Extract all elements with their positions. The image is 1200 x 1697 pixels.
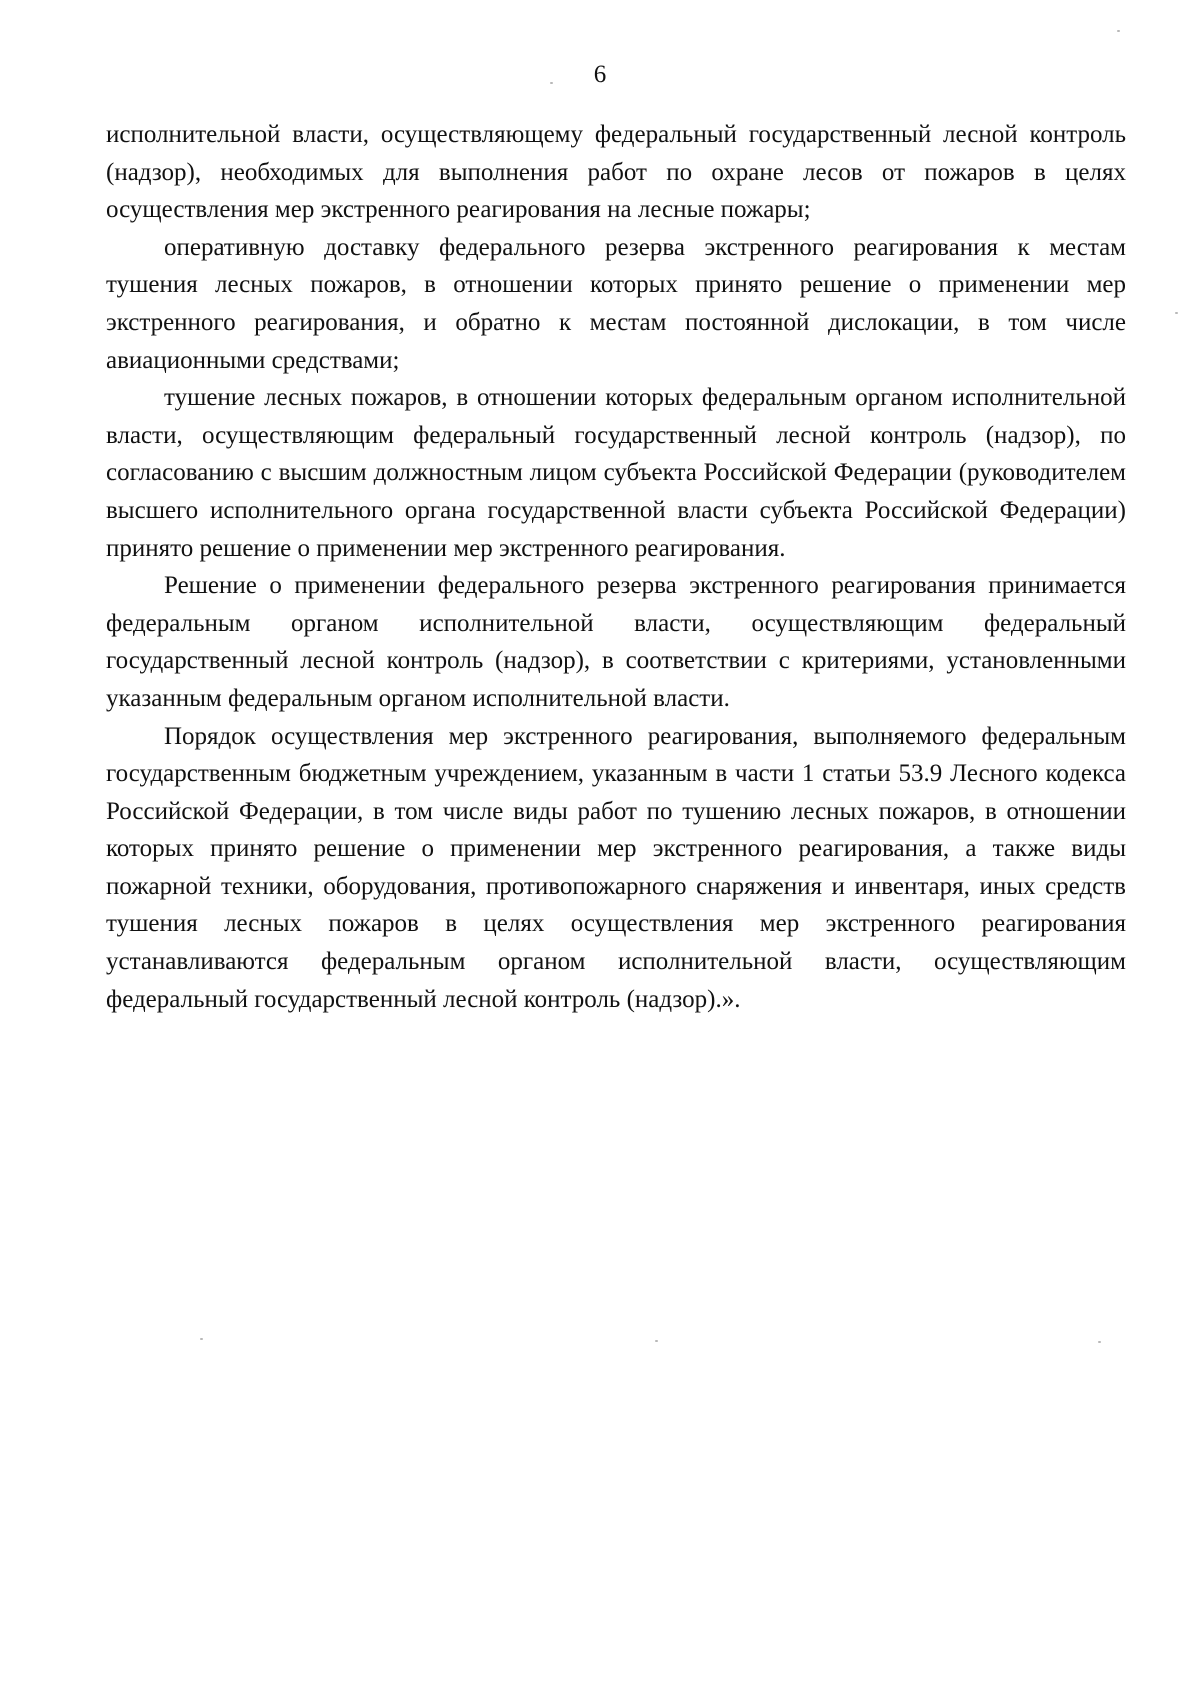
scan-speck bbox=[1117, 30, 1120, 32]
scan-speck bbox=[1098, 1341, 1101, 1343]
scan-speck bbox=[1175, 312, 1178, 314]
scan-speck bbox=[655, 1340, 658, 1342]
paragraph: тушение лесных пожаров, в отношении которых федеральным органом исполнительной власти, осуществляющим федеральный государственный лесной контроль (надзор), по согласованию с высшим должностным лицом субъекта Российской Федерации (руководителем высшего исполнительного органа государственной власти субъекта Российской Федерации) принято решение о применении мер экстренного реагирования. bbox=[106, 384, 1126, 562]
document-body bbox=[106, 116, 1126, 1018]
page-number: 6 bbox=[593, 61, 607, 88]
scan-speck bbox=[550, 82, 553, 84]
paragraph: Порядок осуществления мер экстренного реагирования, выполняемого федеральным государственным бюджетным учреждением, указанным в части 1 статьи 53.9 Лесного кодекса Российской Федерации, в том числе виды работ по тушению лесных пожаров, в отношении которых принято решение о применении мер экстренного реагирования, а также виды пожарной техники, оборудования, противопожарного снаряжения и инвентаря, иных средств тушения лесных пожаров в целях осуществления мер экстренного реагирования устанавливаются федеральным органом исполнительной власти, осуществляющим федеральный государственный лесной контроль (надзор).». bbox=[106, 722, 1126, 1013]
scan-speck bbox=[200, 1338, 203, 1340]
paragraph: оперативную доставку федерального резерва экстренного реагирования к местам тушения лесных пожаров, в отношении которых принято решение о применении мер экстренного реагирования, и обратно к местам постоянной дислокации, в том числе авиационными средствами; bbox=[106, 233, 1126, 374]
paragraph: исполнительной власти, осуществляющему федеральный государственный лесной контроль (надзор), необходимых для выполнения работ по охране лесов от пожаров в целях осуществления мер экстренного реагирования на лесные пожары; bbox=[106, 121, 1126, 224]
paragraph: Решение о применении федерального резерва экстренного реагирования принимается федеральным органом исполнительной власти, осуществляющим федеральный государственный лесной контроль (надзор), в соответствии с критериями, установленными указанным федеральным органом исполнительной власти. bbox=[106, 572, 1126, 712]
